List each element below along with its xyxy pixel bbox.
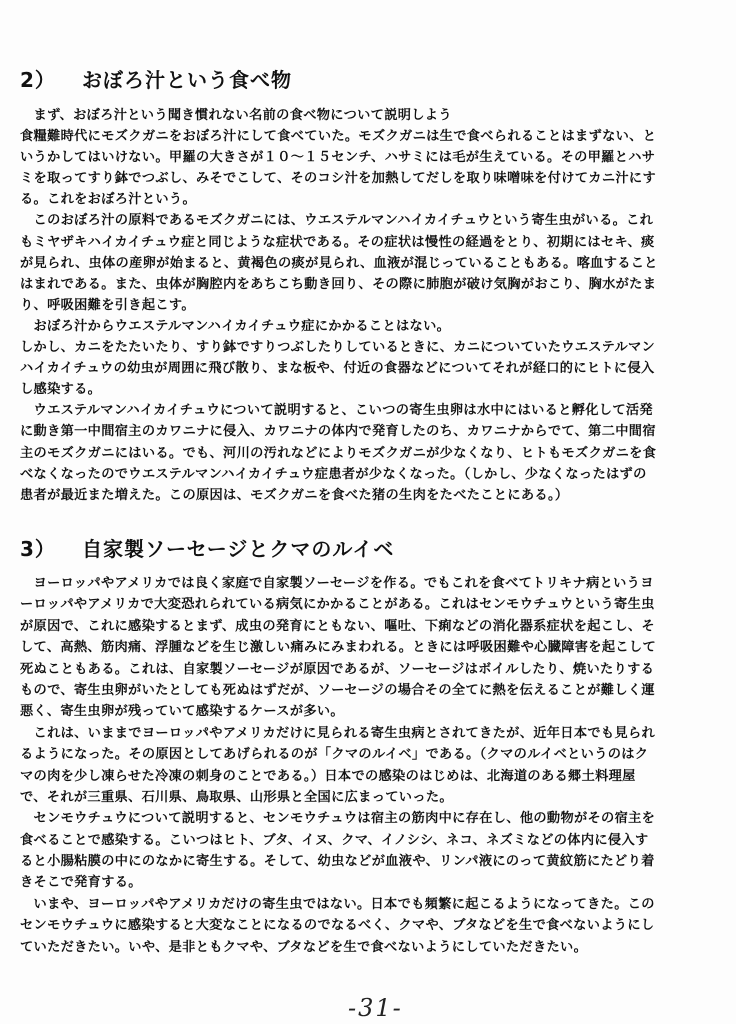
text-line: もミヤザキハイカイチュウ症と同じような症状である。その症状は慢性の経過をとり、初期にはセキ、痰 xyxy=(20,234,655,250)
text-line: ると小腸粘膜の中にのなかに寄生する。そして、幼虫などが血液や、リンパ液にのって黄紋筋にたどり着 xyxy=(20,854,655,870)
section-2-heading xyxy=(20,64,292,93)
text-line: ウエステルマンハイカイチュウについて説明すると、こいつの寄生虫卵は水中にはいると孵化して活発 xyxy=(20,403,653,419)
section-3-heading xyxy=(20,533,394,562)
text-line: 死ぬこともある。これは、自家製ソーセージが原因であるが、ソーセージはボイルしたり、焼いたりする xyxy=(20,661,655,677)
text-line: センモウチュウに感染すると大変なことになるのでなるべく、クマや、ブタなどを生で食べないようにし xyxy=(20,918,655,934)
text-line: ていただきたい。いや、是非ともクマや、ブタなどを生で食べないようにしていただきたい。 xyxy=(20,939,588,955)
text-line: これは、いままでヨーロッパやアメリカだけに見られる寄生虫病とされてきたが、近年日本でも見られ xyxy=(20,725,656,741)
section-2-number: 2） xyxy=(20,68,56,92)
text-line: いまや、ヨーロッパやアメリカだけの寄生虫ではない。日本でも頻繁に起こるようになってきた。この xyxy=(20,896,655,912)
text-line: ミを取ってすり鉢でつぶし、みそでこして、そのコシ汁を加熱してだしを取り味噌味を付けてカニ汁にす xyxy=(20,171,656,187)
text-line: しかし、カニをたたいたり、すり鉢ですりつぶしたりしているときに、カニについていたウエステルマン xyxy=(20,340,656,356)
text-line: このおぼろ汁の原料であるモズクガニには、ウエステルマンハイカイチュウという寄生虫がいる。これ xyxy=(20,213,654,229)
text-line: 患者が最近また増えた。この原因は、モズクガニを食べた猪の生肉をたべたことにある。） xyxy=(20,487,569,503)
text-line: ヨーロッパやアメリカでは良く家庭で自家製ソーセージを作る。でもこれを食べてトリキナ病というヨ xyxy=(20,576,654,591)
text-line: で、それが三重県、石川県、鳥取県、山形県と全国に広まっていった。 xyxy=(20,789,453,805)
section-2-body xyxy=(20,105,720,506)
text-line: 主のモズクガニにはいる。でも、河川の汚れなどによりモズクガニが少なくなり、ヒトもモズクガニを食 xyxy=(20,445,657,461)
text-line: に動き第一中間宿主のカワニナに侵入、カワニナの体内で発育したのち、カワニナからでて、第二中間宿 xyxy=(20,424,656,440)
text-line: 食糧難時代にモズクガニをおぼろ汁にして食べていた。モズクガニは生で食べられることはまずない、と xyxy=(20,129,657,145)
text-line: ーロッパやアメリカで大変恐れられている病気にかかることがある。これはセンモウチュウという寄生虫 xyxy=(20,597,655,613)
text-line: 食べることで感染する。こいつはヒト、ブタ、イヌ、クマ、イノシシ、ネコ、ネズミなどの体内に侵入す xyxy=(20,832,649,848)
text-line: おぼろ汁からウエステルマンハイカイチュウ症にかかることはない。 xyxy=(20,318,451,334)
text-line: べなくなったのでウエステルマンハイカイチュウ症患者が少なくなった。（しかし、少なくなったはずの xyxy=(20,466,647,482)
section-3-body xyxy=(20,573,722,958)
text-line: り、呼吸困難を引き起こす。 xyxy=(20,297,195,313)
text-line: ハイカイチュウの幼虫が周囲に飛び散り、まな板や、付近の食器などについてそれが経口的にヒトに侵入 xyxy=(20,361,655,377)
text-line: きそこで発育する。 xyxy=(20,875,142,891)
section-2-title: おぼろ汁という食べ物 xyxy=(82,68,292,92)
text-line: し感染する。 xyxy=(20,382,102,398)
text-line: もので、寄生虫卵がいたとしても死ぬはずだが、ソーセージの場合その全てに熱を伝えることが難しく運 xyxy=(20,682,655,698)
text-line: るようになった。その原因としてあげられるのが「クマのルイベ」である。（クマのルイベというのはク xyxy=(20,747,649,763)
text-line: いうかしてはいけない。甲羅の大きさが１０～１５センチ、ハサミには毛が生えている。その甲羅とハサ xyxy=(20,150,656,166)
section-3-number: 3） xyxy=(20,537,56,561)
text-line: 悪く、寄生虫卵が残っていて感染するケースが多い。 xyxy=(20,704,344,720)
text-line: マの肉を少し凍らせた冷凍の刺身のことである。）日本での感染のはじめは、北海道のある郷土料理屋 xyxy=(20,768,636,784)
text-line: センモウチュウについて説明すると、センモウチュウは宿主の筋肉中に存在し、他の動物がその宿主を xyxy=(20,811,656,827)
text-line: して、高熱、筋肉痛、浮腫などを生じ激しい痛みにみまわれる。ときには呼吸困難や心臓障害を起こして xyxy=(20,640,656,656)
text-line: はまれである。また、虫体が胸腔内をあちこち動き回り、その際に肺胞が破け気胸がおこり、胸水がたま xyxy=(20,276,657,292)
text-line: が原因で、これに感染するとまず、成虫の発育にともない、嘔吐、下痢などの消化器系症状を起こし、そ xyxy=(20,618,655,634)
text-line: る。これをおぼろ汁という。 xyxy=(20,192,196,208)
text-line: まず、おぼろ汁という聞き慣れない名前の食べ物について説明しよう xyxy=(20,108,452,123)
section-3-title: 自家製ソーセージとクマのルイベ xyxy=(82,537,395,561)
text-line: が見られ、虫体の産卵が始まると、黄褐色の痰が見られ、血液が混じっていることもある。喀血すること xyxy=(20,255,658,271)
page-number: -31- xyxy=(348,994,403,1022)
